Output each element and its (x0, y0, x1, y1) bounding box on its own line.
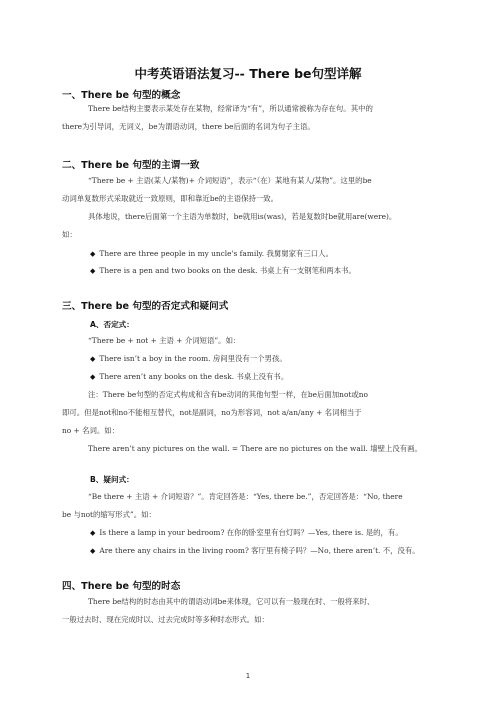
section-3-b-form-line-1: “Be there + 主语 + 介词短语？”。肯定回答是：“Yes, there be.”，否定回答是：“No, there (88, 492, 403, 501)
section-2-example-1: ◆ There are three people in my uncle's family. 我舅舅家有三口人。 (90, 249, 333, 258)
section-3-b-example-2: ◆ Are there any chairs in the living room? 客厅里有椅子吗？—No, there aren’t. 不，没有。 (90, 546, 420, 555)
section-3-a-form: “There be + not + 主语 + 介词短语”。如： (88, 336, 241, 345)
diamond-bullet-icon: ◆ (90, 373, 96, 381)
section-1-heading: 一、There be 句型的概念 (62, 90, 181, 101)
section-2-heading: 二、There be 句型的主谓一致 (62, 160, 200, 171)
section-3-a-label: A、否定式： (90, 320, 134, 329)
section-3-b-form-line-2: be 与not的缩写形式”。如： (62, 510, 156, 519)
diamond-bullet-icon: ◆ (90, 267, 96, 275)
diamond-bullet-icon: ◆ (90, 250, 96, 258)
section-3-note-example: There aren’t any pictures on the wall. = There are no pictures on the wall. 墙壁上没有画。 (88, 444, 422, 453)
section-2-para-2-line-2: 如： (62, 230, 77, 239)
section-4-heading: 四、There be 句型的时态 (62, 581, 181, 592)
section-3-a-example-1: ◆ There isn’t a boy in the room. 房间里没有一个男孩。 (90, 354, 287, 363)
diamond-bullet-icon: ◆ (90, 547, 96, 555)
section-3-b-example-1: ◆ Is there a lamp in your bedroom? 在你的卧室里有台灯吗？—Yes, there is. 是的，有。 (90, 528, 403, 537)
section-3-note-line-1: 注：There be句型的否定式构成和含有be动词的其他句型一样，在be后面加not或no (88, 390, 368, 399)
section-2-para-2-line-1: 具体地说，there后面第一个主语为单数时，be就用is(was)，若是复数时be就用are(were)。 (88, 212, 397, 221)
section-2-para-1-line-1: “There be + 主语(某人/某物)+ 介词短语”，表示“（在）某地有某人/某物”。这里的be (88, 176, 372, 185)
section-1-para-line-1: There be结构主要表示某处存在某物，经常译为“有”，所以通常被称为存在句。其中的 (88, 104, 373, 113)
section-4-para-line-1: There be结构的时态由其中的谓语动词be来体现，它可以有一般现在时、一般将来时、 (88, 597, 375, 606)
page-number: 1 (245, 672, 251, 680)
section-3-heading: 三、There be 句型的否定式和疑问式 (62, 301, 229, 312)
section-2-para-1-line-2: 动词单复数形式采取就近一致原则，即和靠近be的主语保持一致。 (62, 194, 279, 203)
section-4-para-line-2: 一般过去时、现在完成时以、过去完成时等多种时态形式。如： (62, 615, 269, 624)
diamond-bullet-icon: ◆ (90, 529, 96, 537)
document-title: 中考英语语法复习-- There be句型详解 (134, 66, 362, 81)
diamond-bullet-icon: ◆ (90, 355, 96, 363)
section-3-b-label: B、疑问式： (90, 475, 134, 484)
section-1-para-line-2: there为引导词，无词义，be为谓语动词，there be后面的名词为句子主语。 (62, 122, 315, 131)
section-3-note-line-3: no + 名词。如： (62, 426, 120, 435)
section-3-a-example-2: ◆ There aren’t any books on the desk. 书桌上没有书。 (90, 372, 289, 381)
section-3-note-line-2: 即可。但是not和no不能相互替代，not是副词，no为形容词，not a/an/any + 名词相当于 (62, 408, 362, 417)
section-2-example-2: ◆ There is a pen and two books on the desk. 书桌上有一支钢笔和两本书。 (90, 266, 356, 275)
